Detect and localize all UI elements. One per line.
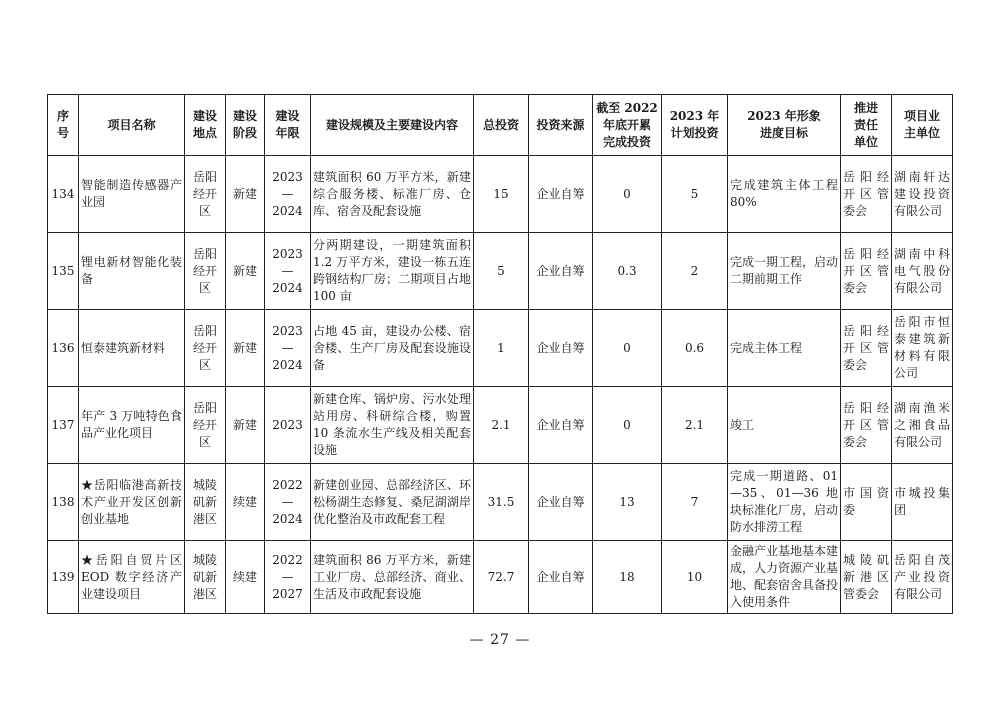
cell-owner: 岳阳自茂产业投资有限公司 xyxy=(892,541,953,614)
cell-owner: 湖南轩达建设投资有限公司 xyxy=(892,156,953,233)
cell-stage: 新建 xyxy=(226,387,265,464)
cell-plan-2023: 2 xyxy=(662,233,728,310)
cell-total: 31.5 xyxy=(474,464,529,541)
cell-period: 2023 xyxy=(265,387,311,464)
cell-total: 15 xyxy=(474,156,529,233)
cell-done-2022: 0 xyxy=(593,310,662,387)
page-number: — 27 — xyxy=(469,632,531,648)
cell-done-2022: 0 xyxy=(593,387,662,464)
cell-target-2023: 完成一期工程，启动二期前期工作 xyxy=(728,233,841,310)
cell-no: 134 xyxy=(48,156,79,233)
cell-location: 岳阳 经开 区 xyxy=(185,310,226,387)
header-source: 投资来源 xyxy=(529,95,593,156)
cell-location: 城陵 矶新 港区 xyxy=(185,464,226,541)
cell-name: ★岳阳自贸片区 EOD 数字经济产业建设项目 xyxy=(79,541,185,614)
header-content: 建设规模及主要建设内容 xyxy=(311,95,474,156)
cell-content: 分两期建设，一期建筑面积 1.2 万平方米，建设一栋五连跨钢结构厂房；二期项目占地 100 亩 xyxy=(311,233,474,310)
cell-location: 城陵 矶新 港区 xyxy=(185,541,226,614)
header-period: 建设 年限 xyxy=(265,95,311,156)
cell-plan-2023: 5 xyxy=(662,156,728,233)
cell-done-2022: 0.3 xyxy=(593,233,662,310)
cell-period: 2023— 2024 xyxy=(265,310,311,387)
table-row xyxy=(48,387,953,464)
cell-source: 企业自筹 xyxy=(529,310,593,387)
cell-name: 智能制造传感器产业园 xyxy=(79,156,185,233)
cell-target-2023: 竣工 xyxy=(728,387,841,464)
cell-owner: 湖南中科电气股份有限公司 xyxy=(892,233,953,310)
cell-no: 139 xyxy=(48,541,79,614)
cell-plan-2023: 10 xyxy=(662,541,728,614)
header-total: 总投资 xyxy=(474,95,529,156)
cell-total: 5 xyxy=(474,233,529,310)
cell-owner: 市城投集团 xyxy=(892,464,953,541)
cell-content: 新建仓库、锅炉房、污水处理站用房、科研综合楼，购置 10 条流水生产线及相关配套设施 xyxy=(311,387,474,464)
cell-plan-2023: 7 xyxy=(662,464,728,541)
cell-stage: 续建 xyxy=(226,464,265,541)
cell-location: 岳阳 经开 区 xyxy=(185,156,226,233)
cell-name: 恒泰建筑新材料 xyxy=(79,310,185,387)
cell-source: 企业自筹 xyxy=(529,541,593,614)
header-project-name: 项目名称 xyxy=(79,95,185,156)
cell-no: 136 xyxy=(48,310,79,387)
cell-location: 岳阳 经开 区 xyxy=(185,387,226,464)
header-stage: 建设 阶段 xyxy=(226,95,265,156)
header-plan-2023: 2023 年 计划投资 xyxy=(662,95,728,156)
header-location: 建设 地点 xyxy=(185,95,226,156)
table-row xyxy=(48,156,953,233)
cell-source: 企业自筹 xyxy=(529,387,593,464)
cell-owner: 岳阳市恒泰建筑新材料有限公司 xyxy=(892,310,953,387)
cell-stage: 新建 xyxy=(226,156,265,233)
cell-source: 企业自筹 xyxy=(529,233,593,310)
cell-responsible: 市国资委 xyxy=(841,464,892,541)
cell-period: 2023— 2024 xyxy=(265,156,311,233)
cell-name: 年产 3 万吨特色食品产业化项目 xyxy=(79,387,185,464)
header-owner: 项目业 主单位 xyxy=(892,95,953,156)
cell-stage: 续建 xyxy=(226,541,265,614)
cell-no: 135 xyxy=(48,233,79,310)
cell-content: 新建创业园、总部经济区、环松杨湖生态修复、桑尼湖湖岸优化整治及市政配套工程 xyxy=(311,464,474,541)
projects-table xyxy=(47,94,953,614)
cell-done-2022: 0 xyxy=(593,156,662,233)
cell-responsible: 岳阳经开区管委会 xyxy=(841,310,892,387)
cell-content: 占地 45 亩，建设办公楼、宿舍楼、生产厂房及配套设施设备 xyxy=(311,310,474,387)
header-done-2022: 截至 2022 年底开累 完成投资 xyxy=(593,95,662,156)
cell-source: 企业自筹 xyxy=(529,464,593,541)
cell-total: 1 xyxy=(474,310,529,387)
cell-name: 锂电新材智能化装备 xyxy=(79,233,185,310)
cell-location: 岳阳 经开 区 xyxy=(185,233,226,310)
header-no: 序 号 xyxy=(48,95,79,156)
cell-period: 2023— 2024 xyxy=(265,233,311,310)
cell-plan-2023: 0.6 xyxy=(662,310,728,387)
cell-responsible: 岳阳经开区管委会 xyxy=(841,156,892,233)
cell-done-2022: 18 xyxy=(593,541,662,614)
cell-responsible: 城陵矶新港区管委会 xyxy=(841,541,892,614)
cell-done-2022: 13 xyxy=(593,464,662,541)
cell-stage: 新建 xyxy=(226,233,265,310)
table-header-row xyxy=(48,95,953,156)
cell-responsible: 岳阳经开区管委会 xyxy=(841,233,892,310)
cell-plan-2023: 2.1 xyxy=(662,387,728,464)
cell-content: 建筑面积 86 万平方米，新建工业厂房、总部经济、商业、生活及市政配套设施 xyxy=(311,541,474,614)
cell-target-2023: 完成建筑主体工程 80% xyxy=(728,156,841,233)
cell-total: 2.1 xyxy=(474,387,529,464)
cell-target-2023: 完成一期道路、01—35、01—36 地块标准化厂房，启动防水排涝工程 xyxy=(728,464,841,541)
cell-stage: 新建 xyxy=(226,310,265,387)
cell-name: ★岳阳临港高新技术产业开发区创新创业基地 xyxy=(79,464,185,541)
table-row xyxy=(48,464,953,541)
cell-total: 72.7 xyxy=(474,541,529,614)
cell-content: 建筑面积 60 万平方米，新建综合服务楼、标准厂房、仓库、宿舍及配套设施 xyxy=(311,156,474,233)
cell-responsible: 岳阳经开区管委会 xyxy=(841,387,892,464)
header-target-2023: 2023 年形象 进度目标 xyxy=(728,95,841,156)
cell-owner: 湖南渔米之湘食品有限公司 xyxy=(892,387,953,464)
cell-period: 2022— 2024 xyxy=(265,464,311,541)
cell-source: 企业自筹 xyxy=(529,156,593,233)
cell-target-2023: 金融产业基地基本建成，人力资源产业基地、配套宿舍具备投入使用条件 xyxy=(728,541,841,614)
table-row xyxy=(48,541,953,614)
table-row xyxy=(48,233,953,310)
cell-no: 138 xyxy=(48,464,79,541)
table-row xyxy=(48,310,953,387)
cell-no: 137 xyxy=(48,387,79,464)
cell-period: 2022— 2027 xyxy=(265,541,311,614)
cell-target-2023: 完成主体工程 xyxy=(728,310,841,387)
header-responsible: 推进 责任 单位 xyxy=(841,95,892,156)
